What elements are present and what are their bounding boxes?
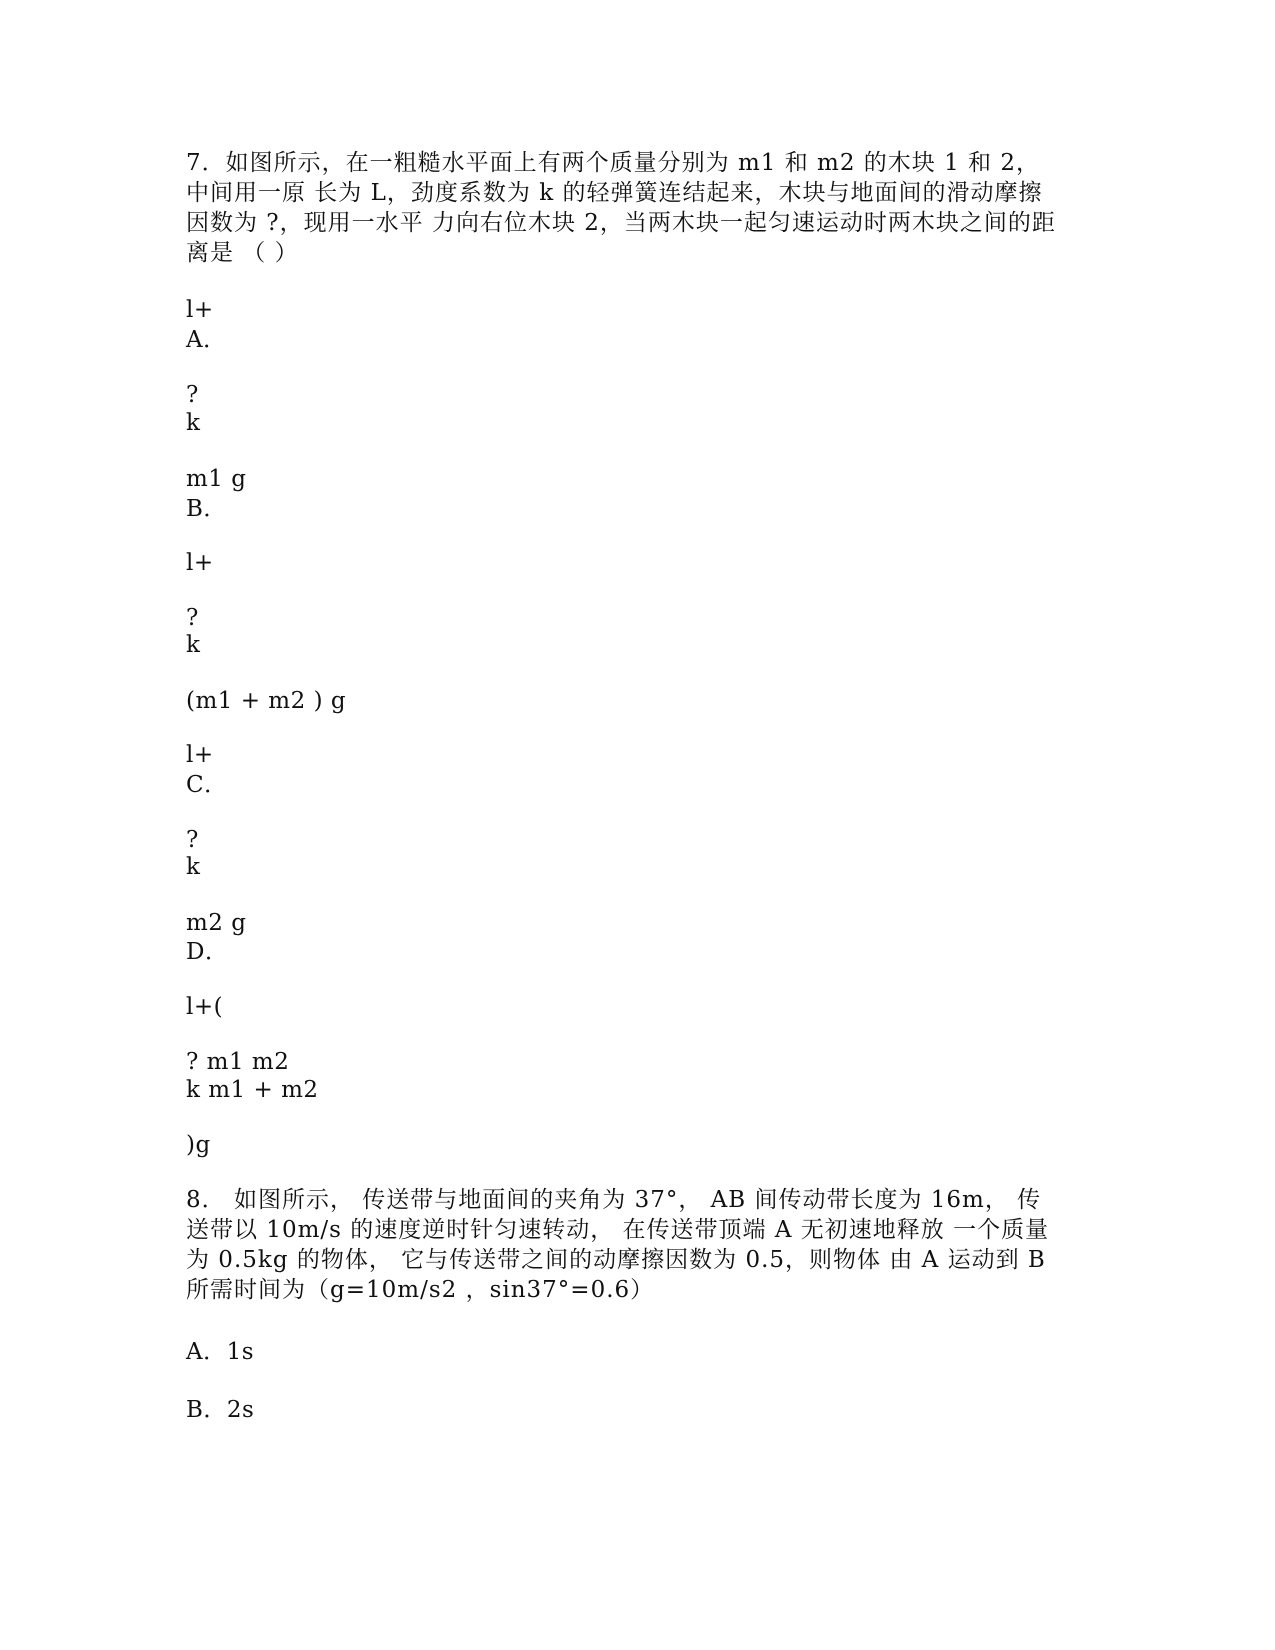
q7-fragment: k [186,410,201,436]
q7-fragment: )g [186,1132,211,1158]
q7-line-1: 7．如图所示，在一粗糙水平面上有两个质量分别为 m1 和 m2 的木块 1 和 2， [186,150,1040,176]
q7-option-a-label: A． [186,327,227,353]
q7-fragment: l+ [186,297,214,323]
q7-fragment: k [186,632,201,658]
q7-fragment: ? [186,382,199,408]
q8-line-2: 送带以 10m/s 的速度逆时针匀速转动， 在传送带顶端 A 无初速地释放 一个质量 [186,1217,1050,1243]
q8-line-3: 为 0.5kg 的物体， 它与传送带之间的动摩擦因数为 0.5，则物体 由 A 运动到 B [186,1247,1046,1273]
q8-option-b: B．2s [186,1397,255,1423]
q7-fragment: l+( [186,994,224,1020]
q7-line-3: 因数为 ?，现用一水平 力向右位木块 2，当两木块一起匀速运动时两木块之间的距 [186,210,1056,236]
q7-fragment: l+ [186,742,214,768]
q7-fragment: k m1 + m2 [186,1077,319,1103]
q7-fragment: ? [186,605,199,631]
q7-line-2: 中间用一原 长为 L，劲度系数为 k 的轻弹簧连结起来，木块与地面间的滑动摩擦 [186,180,1043,206]
q7-fragment: (m1 + m2 ) g [186,688,347,714]
q7-line-4: 离是 （ ） [186,240,299,266]
q8-option-a: A．1s [186,1339,255,1365]
q7-fragment: m2 g [186,910,247,936]
q7-option-c-label: C． [186,772,228,798]
q8-line-4: 所需时间为（g=10m/s2 ，sin37°=0.6） [186,1277,655,1303]
q7-option-b-label: B． [186,496,227,522]
q7-fragment: k [186,854,201,880]
q7-fragment: l+ [186,550,214,576]
q8-line-1: 8． 如图所示， 传送带与地面间的夹角为 37°， AB 间传动带长度为 16m， 传 [186,1187,1042,1213]
q7-fragment: m1 g [186,466,247,492]
q7-fragment: ? m1 m2 [186,1049,290,1075]
q7-fragment: ? [186,827,199,853]
q7-option-d-label: D． [186,939,229,965]
